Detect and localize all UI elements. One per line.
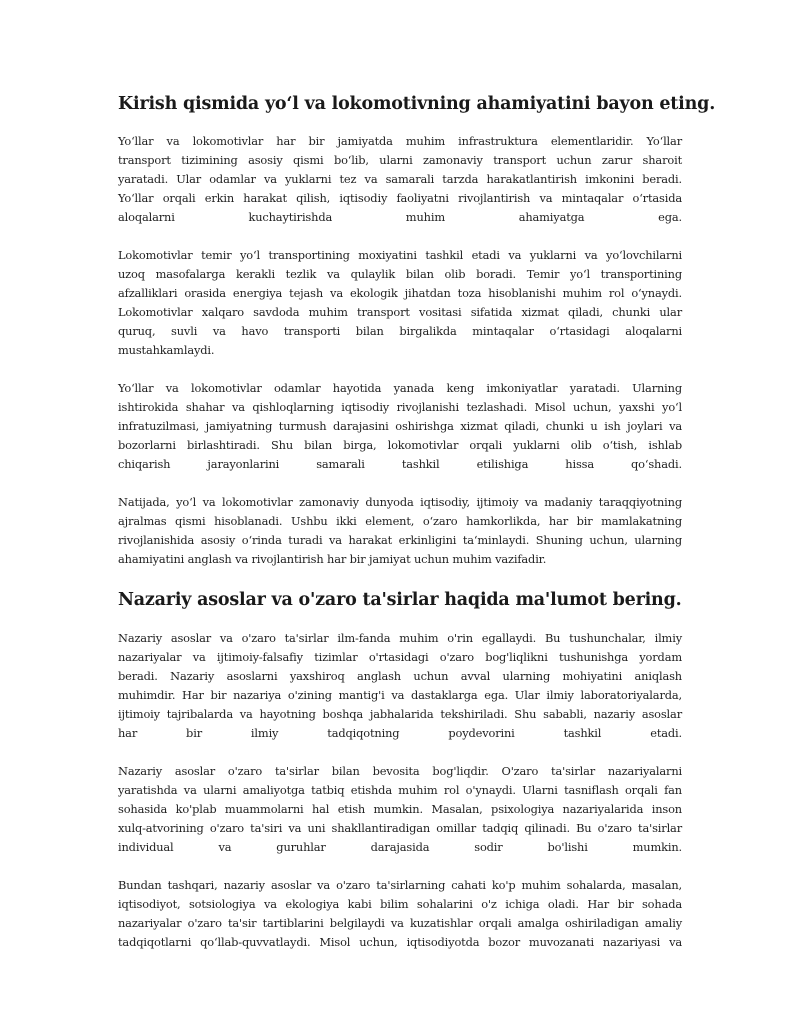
document-page (118, 92, 716, 971)
paragraph-line: Lokomotivlar xalqaro savdoda muhim transport vositasi sifatida xizmat qiladi, chunki ular (118, 305, 682, 319)
section-heading-theory: Nazariy asoslar va o'zaro ta'sirlar haqida ma'lumot bering. (118, 590, 682, 610)
section-heading-introduction: Kirish qismida yo‘l va lokomotivning ahamiyatini bayon eting. (118, 94, 716, 114)
paragraph (118, 132, 682, 227)
paragraph-line: Yo‘llar va lokomotivlar odamlar hayotida yanada keng imkoniyatlar yaratadi. Ularning (118, 381, 682, 395)
paragraph-line: quruq, suvli va havo transporti bilan birgalikda mintaqalar o‘rtasidagi aloqalarni (118, 324, 682, 338)
paragraph (118, 762, 682, 857)
paragraph (118, 629, 682, 743)
paragraph-line: har bir ilmiy tadqiqotning poydevorini tashkil etadi. (118, 726, 682, 740)
paragraph-line: Natijada, yo‘l va lokomotivlar zamonaviy dunyoda iqtisodiy, ijtimoiy va madaniy taraqqiyotning (118, 495, 682, 509)
paragraph-line: ijtimoiy tajribalarda va hayotning boshqa jabhalarida tekshiriladi. Shu sababli, nazariy asoslar (118, 707, 682, 721)
paragraph-line: nazariyalar o'zaro ta'sir tartiblarini belgilaydi va kuzatishlar orqali amalga oshiriladigan amaliy (118, 916, 682, 930)
paragraph-line: aloqalarni kuchaytirishda muhim ahamiyatga ega. (118, 210, 682, 224)
paragraph-line: yaratadi. Ular odamlar va yuklarni tez va samarali tarzda harakatlantirish imkonini beradi. (118, 172, 682, 186)
paragraph-line: afzalliklari orasida energiya tejash va ekologik jihatdan toza hisoblanishi muhim rol o‘ynaydi. (118, 286, 682, 300)
paragraph-line: Yo‘llar orqali erkin harakat qilish, iqtisodiy faoliyatni rivojlantirish va mintaqalar o‘rtasida (118, 191, 682, 205)
paragraph-line: mustahkamlaydi. (118, 343, 215, 357)
paragraph (118, 493, 682, 569)
paragraph-line: iqtisodiyot, sotsiologiya va ekologiya kabi bilim sohalarini o'z ichiga oladi. Har bir sohada (118, 897, 682, 911)
paragraph (118, 379, 682, 474)
paragraph-line: yaratishda va ularni amaliyotga tatbiq etishda muhim rol o'ynaydi. Ularni tasniflash orqali fan (118, 783, 682, 797)
paragraph-line: Nazariy asoslar o'zaro ta'sirlar bilan bevosita bog'liqdir. O'zaro ta'sirlar nazariyalarni (118, 764, 682, 778)
paragraph-line: muhimdir. Har bir nazariya o'zining mantig'i va dastaklarga ega. Ular ilmiy laboratoriyalarda, (118, 688, 682, 702)
paragraph-line: ishtirokida shahar va qishloqlarning iqtisodiy rivojlanishi tezlashadi. Misol uchun, yaxshi yo‘l (118, 400, 682, 414)
section-body-theory (118, 629, 682, 952)
paragraph-line: transport tizimining asosiy qismi bo‘lib, ularni zamonaviy transport uchun zarur sharoit (118, 153, 682, 167)
paragraph-line: uzoq masofalarga kerakli tezlik va qulaylik bilan olib boradi. Temir yo‘l transportining (118, 267, 682, 281)
paragraph-line: sohasida ko'plab muammolarni hal etish mumkin. Masalan, psixologiya nazariyalarida inson (118, 802, 682, 816)
paragraph-line: Nazariy asoslar va o'zaro ta'sirlar ilm-fanda muhim o'rin egallaydi. Bu tushunchalar, ilmiy (118, 631, 682, 645)
paragraph-line: rivojlanishida asosiy o‘rinda turadi va harakat erkinligini ta‘minlaydi. Shuning uchun, ularning (118, 533, 682, 547)
section-body-introduction (118, 132, 682, 569)
paragraph-line: chiqarish jarayonlarini samarali tashkil etilishiga hissa qo‘shadi. (118, 457, 682, 471)
paragraph-line: individual va guruhlar darajasida sodir bo'lishi mumkin. (118, 840, 682, 854)
paragraph-line: infratuzilmasi, jamiyatning turmush darajasini oshirishga xizmat qiladi, chunki u ish joylari va (118, 419, 682, 433)
paragraph-line: Yo‘llar va lokomotivlar har bir jamiyatda muhim infrastruktura elementlaridir. Yo‘llar (118, 134, 682, 148)
paragraph (118, 876, 682, 952)
paragraph-line: bozorlarni birlashtiradi. Shu bilan birga, lokomotivlar orqali yuklarni olib o‘tish, ishlab (118, 438, 682, 452)
paragraph-line: ahamiyatini anglash va rivojlantirish har bir jamiyat uchun muhim vazifadir. (118, 552, 547, 566)
paragraph-line: Bundan tashqari, nazariy asoslar va o'zaro ta'sirlarning cahati ko'p muhim sohalarda, masalan, (118, 878, 682, 892)
paragraph-line: xulq-atvorining o'zaro ta'siri va uni shakllantiradigan omillar tadqiq qilinadi. Bu o'zaro ta'sirlar (118, 821, 682, 835)
paragraph-line: ajralmas qismi hisoblanadi. Ushbu ikki element, o‘zaro hamkorlikda, har bir mamlakatning (118, 514, 682, 528)
paragraph-line: nazariyalar va ijtimoiy-falsafiy tizimlar o'rtasidagi o'zaro bog'liqlikni tushunishga yordam (118, 650, 682, 664)
paragraph-line: tadqiqotlarni qo‘llab-quvvatlaydi. Misol uchun, iqtisodiyotda bozor muvozanati nazariyasi va (118, 935, 682, 949)
paragraph-line: Lokomotivlar temir yo‘l transportining moxiyatini tashkil etadi va yuklarni va yo‘lovchilarni (118, 248, 682, 262)
paragraph-line: beradi. Nazariy asoslarni yaxshiroq anglash uchun avval ularning mohiyatini aniqlash (118, 669, 682, 683)
paragraph (118, 246, 682, 360)
